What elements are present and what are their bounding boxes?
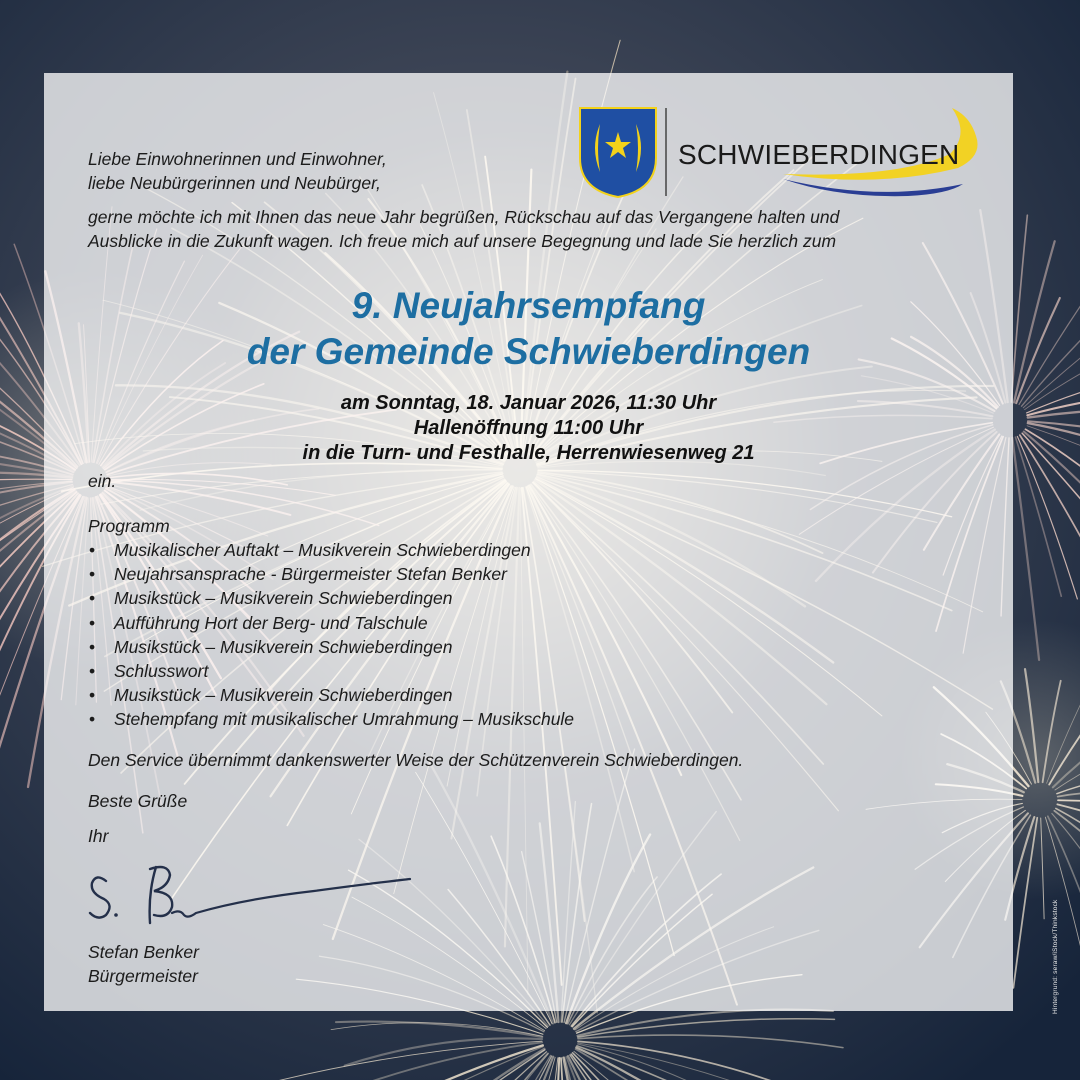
photo-credit: Hintergrund: seraw/iStock/Thinkstock (1052, 899, 1059, 1014)
event-venue: in die Turn- und Festhalle, Herrenwiesenweg 21 (302, 442, 755, 464)
program-item: • Schlusswort (88, 659, 574, 683)
title-line: der Gemeinde Schwieberdingen (246, 331, 811, 372)
program-item: • Musikstück – Musikverein Schwieberdingen (88, 635, 574, 659)
program-heading: Programm (88, 516, 170, 536)
event-title (44, 283, 1013, 375)
ein-text: ein. (88, 471, 117, 491)
program-item: • Musikalischer Auftakt – Musikverein Schwieberdingen (88, 538, 574, 562)
logo-text: SCHWIEBERDINGEN (678, 139, 960, 170)
program-item: • Aufführung Hort der Berg- und Talschule (88, 611, 574, 635)
invitation-card (44, 73, 1013, 1011)
program-item: • Neujahrsansprache - Bürgermeister Stefan Benker (88, 562, 574, 586)
service-note: Den Service übernimmt dankenswerter Weise der Schützenverein Schwieberdingen. (88, 750, 744, 770)
greeting-line: Liebe Einwohnerinnen und Einwohner, (88, 149, 387, 169)
event-details (44, 391, 1013, 466)
program-item: • Stehempfang mit musikalischer Umrahmung – Musikschule (88, 707, 574, 731)
signature (84, 853, 414, 933)
coat-of-arms-icon (580, 108, 656, 197)
intro-text (88, 205, 839, 253)
intro-line: gerne möchte ich mit Ihnen das neue Jahr begrüßen, Rückschau auf das Vergangene halten und (88, 207, 840, 227)
greeting-line: liebe Neubürgerinnen und Neubürger, (88, 173, 381, 193)
intro-line: Ausblicke in die Zukunft wagen. Ich freue mich auf unsere Begegnung und lade Sie herzlich zum (88, 231, 837, 251)
program-item: • Musikstück – Musikverein Schwieberdingen (88, 683, 574, 707)
title-line: 9. Neujahrsempfang (351, 285, 706, 326)
event-doors: Hallenöffnung 11:00 Uhr (413, 417, 644, 439)
greeting (88, 147, 387, 195)
closing-ihr: Ihr (88, 826, 109, 846)
program-list (88, 538, 574, 732)
program-item: • Musikstück – Musikverein Schwieberdingen (88, 586, 574, 610)
schwieberdingen-logo (578, 106, 978, 198)
signatory-name: Stefan Benker (88, 942, 199, 962)
signatory-role: Bürgermeister (88, 966, 198, 986)
event-date: am Sonntag, 18. Januar 2026, 11:30 Uhr (340, 392, 717, 414)
closing-regards: Beste Grüße (88, 791, 188, 811)
